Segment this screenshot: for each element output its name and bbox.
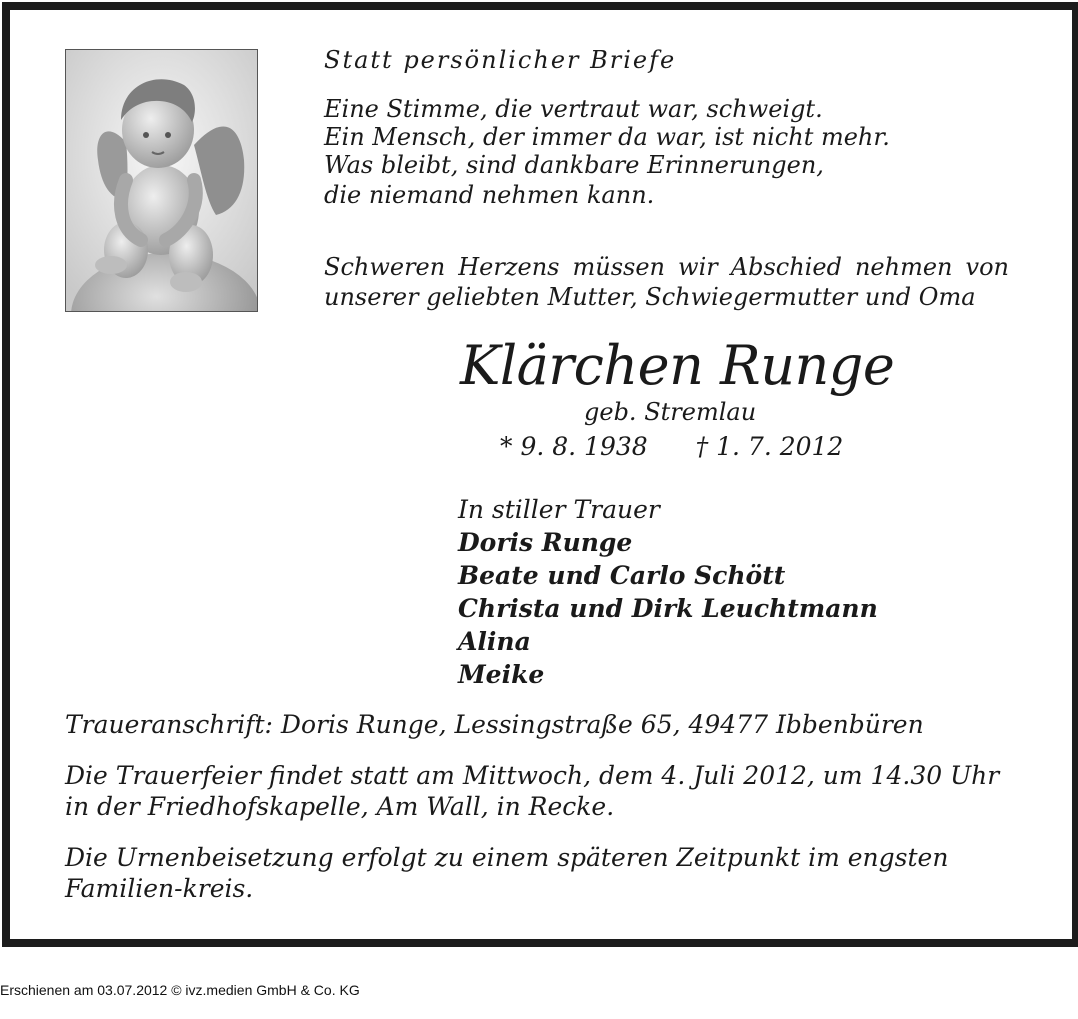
poem-line: Ein Mensch, der immer da war, ist nicht mehr. xyxy=(324,123,890,151)
poem-line: Eine Stimme, die vertraut war, schweigt. xyxy=(324,95,823,123)
birth-date: * 9. 8. 1938 xyxy=(500,432,648,461)
mourner-name: Meike xyxy=(458,660,545,689)
sorrow-line: Schweren Herzens müssen wir Abschied nehmen von xyxy=(324,253,1009,281)
mourners-label: In stiller Trauer xyxy=(458,495,660,524)
urn-burial-info: Die Urnenbeisetzung erfolgt zu einem späteren Zeitpunkt im engsten Familien-kreis. xyxy=(65,843,949,903)
mourner-name: Christa und Dirk Leuchtmann xyxy=(458,594,878,623)
sorrow-line: unserer geliebten Mutter, Schwiegermutter und Oma xyxy=(324,283,976,311)
publication-credit: Erschienen am 03.07.2012 © ivz.medien GmbH & Co. KG xyxy=(0,982,360,998)
mourner-name: Doris Runge xyxy=(458,528,633,557)
life-dates xyxy=(500,432,843,461)
intro-line: Statt persönlicher Briefe xyxy=(324,46,677,74)
cherub-angel-photo xyxy=(65,49,258,312)
mourners-list xyxy=(458,493,878,691)
death-date: † 1. 7. 2012 xyxy=(695,432,844,461)
mourning-address: Traueranschrift: Doris Runge, Lessingstraße 65, 49477 Ibbenbüren xyxy=(65,710,924,739)
birth-name: geb. Stremlau xyxy=(584,398,757,426)
sorrow-text xyxy=(324,252,1009,312)
mourner-name: Beate und Carlo Schött xyxy=(458,561,786,590)
poem-line: Was bleibt, sind dankbare Erinnerungen, xyxy=(324,151,824,179)
deceased-name: Klärchen Runge xyxy=(460,334,895,397)
poem xyxy=(324,95,890,209)
mourner-name: Alina xyxy=(458,627,531,656)
ceremony-info: Die Trauerfeier findet statt am Mittwoch, dem 4. Juli 2012, um 14.30 Uhr in der Friedhofskapelle, Am Wall, in Recke. xyxy=(65,761,1000,821)
poem-line: die niemand nehmen kann. xyxy=(324,181,655,209)
